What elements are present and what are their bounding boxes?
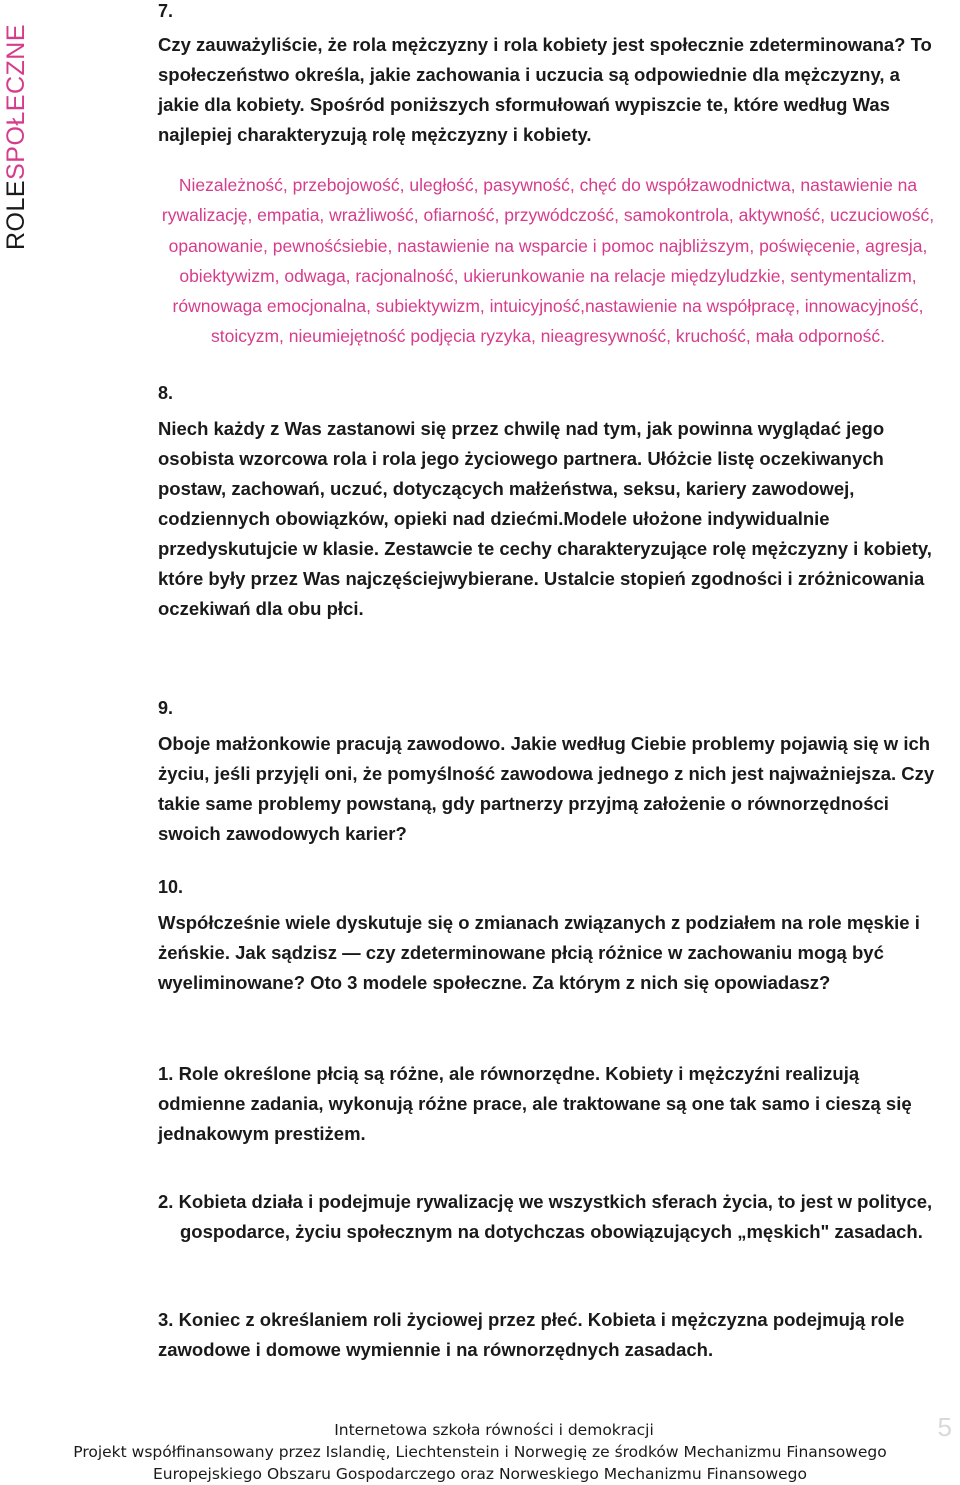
footer <box>0 1419 960 1485</box>
side-label-spoleczne: SPOŁECZNE <box>2 23 30 180</box>
model-2: 2. Kobieta działa i podejmuje rywalizację we wszystkich sferach życia, to jest w polityce, gospodarce, życiu społecznym na dotychczas obowiązujących „męskich" zasadach. <box>158 1191 933 1242</box>
model-1: 1. Role określone płcią są różne, ale równorzędne. Kobiety i mężczyźni realizują odmienne zadania, wykonują różne prace, ale traktowane są one tak samo i cieszą się jednakowym prestiżem. <box>158 1063 912 1144</box>
page-number: 5 <box>937 1412 952 1442</box>
footer-funding-line-2: Europejskiego Obszaru Gospodarczego oraz Norweskiego Mechanizmu Finansowego <box>153 1465 807 1483</box>
question-9-text: Oboje małżonkowie pracują zawodowo. Jakie według Ciebie problemy pojawią się w ich życiu, jeśli przyjęli oni, że pomyślność zawodowa jednego z nich jest najważniejsza. Czy takie same problemy powstaną, gdy partnerzy przyjmą założenie o równorzędności swoich zawodowych karier? <box>158 733 935 844</box>
question-10-text: Współcześnie wiele dyskutuje się o zmianach związanych z podziałem na role męskie i żeńskie. Jak sądzisz — czy zdeterminowane płcią różnice w zachowaniu mogą być wyeliminowane? Oto 3 modele społeczne. Za którym z nich się opowiadasz? <box>158 912 920 993</box>
question-8 <box>158 382 938 624</box>
footer-funding-line-1: Projekt współfinansowany przez Islandię, Liechtenstein i Norwegię ze środków Mechanizmu Finansowego <box>73 1443 887 1461</box>
model-3: 3. Koniec z określaniem roli życiowej przez płeć. Kobieta i mężczyzna podejmują role zawodowe i domowe wymiennie i na równorzędnych zasadach. <box>158 1309 905 1360</box>
traits-list: Niezależność, przebojowość, uległość, pasywność, chęć do współzawodnictwa, nastawienie na rywalizację, empatia, wrażliwość, ofiarność, przywódczość, samokontrola, aktywność, uczuciowość, opanowanie, pewnośćsiebie, nastawienie na wsparcie i pomoc najbliższym, poświęcenie, agresja, obiektywizm, odwaga, racjonalność, ukierunkowanie na relacje międzyludzkie, sentymentalizm, równowaga emocjonalna, subiektywizm, intuicyjność,nastawienie na współpracę, innowacyjność, stoicyzm, nieumiejętność podjęcia ryzyka, nieagresywność, kruchość, mała odporność. <box>161 175 935 347</box>
question-7-text: Czy zauważyliście, że rola mężczyzny i rola kobiety jest społecznie zdeterminowana? To społeczeństwo określa, jakie zachowania i uczucia są odpowiednie dla mężczyzny, a jakie dla kobiety. Spośród poniższych sformułowań wypiszcie te, które według Was najlepiej charakteryzują rolę mężczyzny i kobiety. <box>158 34 932 145</box>
question-10 <box>158 876 938 998</box>
question-8-text: Niech każdy z Was zastanowi się przez chwilę nad tym, jak powinna wyglądać jego osobista wzorcowa rola i rola jego życiowego partnera. Ułóżcie listę oczekiwanych postaw, zachowań, uczuć, dotyczących małżeństwa, seksu, kariery zawodowej, codziennych obowiązków, opieki nad dziećmi.Modele ułożone indywidualnie przedyskutujcie w klasie. Zestawcie te cechy charakteryzujące rolę mężczyzny i kobiety, które były przez Was najczęściejwybierane. Ustalcie stopień zgodności i zróżnicowania oczekiwań dla obu płci. <box>158 418 932 619</box>
question-7-number: 7. <box>158 1 174 21</box>
section-side-label <box>2 24 31 250</box>
footer-school-name: Internetowa szkoła równości i demokracji <box>334 1421 654 1439</box>
question-7 <box>158 0 938 150</box>
question-9 <box>158 697 938 849</box>
question-10-number: 10. <box>158 877 184 897</box>
question-9-number: 9. <box>158 698 174 718</box>
side-label-role: ROLE <box>2 179 30 250</box>
question-8-number: 8. <box>158 383 174 403</box>
